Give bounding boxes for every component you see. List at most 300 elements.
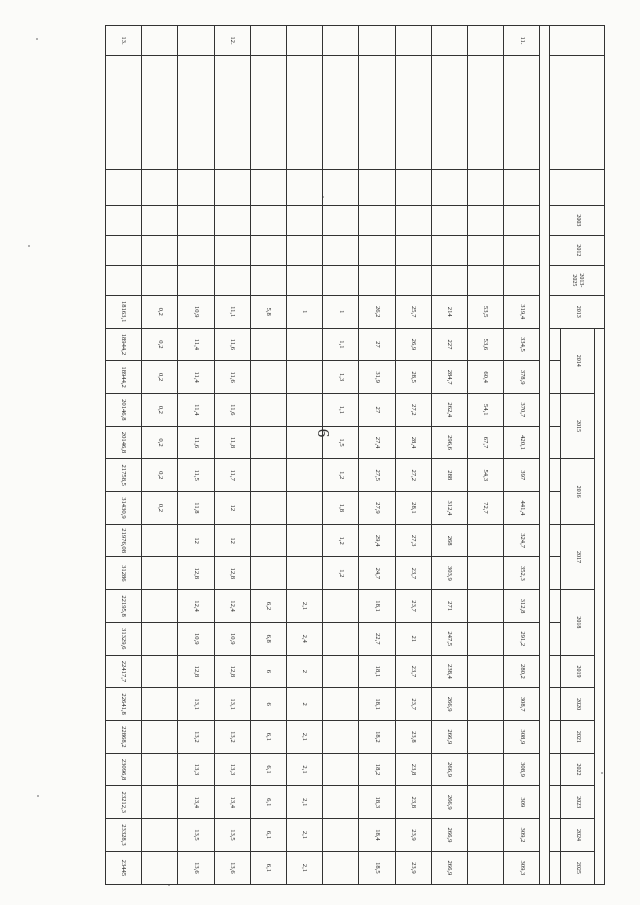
plan-value-cell	[467, 753, 503, 786]
fact-value-cell: 247,5	[431, 622, 467, 655]
plan-header	[550, 786, 560, 819]
empty-cell	[431, 205, 467, 235]
plan-value-cell: 13,1	[178, 688, 214, 721]
unit-cell	[431, 170, 467, 205]
fact-value-cell: 291,2	[504, 622, 540, 655]
plan-value-cell	[467, 524, 503, 557]
empty-cell	[106, 265, 142, 295]
plan-value-cell: 27	[359, 393, 395, 426]
fact-value-cell: 303,9	[431, 557, 467, 590]
fact-value-cell	[467, 622, 503, 655]
fact-value-cell: 11,4	[178, 361, 214, 394]
plan-value-cell: 2,1	[287, 786, 323, 819]
plan-value-cell: 27	[359, 328, 395, 361]
row-number-cell: 13.	[106, 26, 142, 56]
unit-cell	[250, 170, 286, 205]
unit-cell	[395, 170, 431, 205]
plan-value-cell: 12	[178, 524, 214, 557]
empty-cell	[287, 235, 323, 265]
plan-value-cell: 22641,8	[106, 688, 142, 721]
fact-value-cell: 12,8	[178, 557, 214, 590]
row-number-cell	[323, 26, 359, 56]
plan-value-cell: 13,5	[178, 819, 214, 852]
fact-value-cell: 31,9	[359, 361, 395, 394]
plan-value-cell: 23,8	[395, 753, 431, 786]
plan-value-cell	[142, 753, 178, 786]
plan-value-cell: 0,2	[142, 393, 178, 426]
table-row	[323, 26, 359, 885]
plan-value-cell: 11,6	[214, 393, 250, 426]
indicators-table	[105, 25, 605, 885]
row-number-cell	[395, 26, 431, 56]
plan-value-cell	[323, 819, 359, 852]
fact-header	[550, 361, 560, 394]
plan-value-cell: 27,5	[359, 459, 395, 492]
plan-value-cell: 26,9	[395, 328, 431, 361]
plan-value-cell	[467, 786, 503, 819]
empty-cell	[142, 205, 178, 235]
fact-value-cell	[142, 557, 178, 590]
plan-value-cell: 13,4	[178, 786, 214, 819]
plan-value-cell: 266,9	[431, 721, 467, 754]
value-2013-cell: 0,2	[142, 295, 178, 328]
plan-value-cell: 6	[250, 655, 286, 688]
plan-value-cell	[250, 393, 286, 426]
plan-value-cell	[467, 688, 503, 721]
plan-value-cell: 6	[250, 688, 286, 721]
empty-cell	[359, 205, 395, 235]
plan-value-cell: 2	[287, 688, 323, 721]
indicator-label-cell	[395, 55, 431, 169]
value-2013-cell: 214	[431, 295, 467, 328]
value-2013-cell: 26,2	[359, 295, 395, 328]
unit-cell	[178, 170, 214, 205]
plan-value-cell: 13,3	[178, 753, 214, 786]
fact-header	[550, 557, 560, 590]
table-row	[431, 26, 467, 885]
row-number-cell	[250, 26, 286, 56]
empty-cell	[214, 205, 250, 235]
fact-value-cell	[250, 361, 286, 394]
fact-value-cell: 27,9	[359, 492, 395, 525]
plan-value-cell: 18,4	[359, 819, 395, 852]
plan-value-cell: 266,9	[431, 753, 467, 786]
fact-value-cell	[250, 426, 286, 459]
plan-value-cell: 11,7	[214, 459, 250, 492]
indicator-label-cell	[431, 55, 467, 169]
fact-value-cell: 31329,6	[106, 622, 142, 655]
fact-value-cell: 10,9	[214, 622, 250, 655]
fact-value-cell: 0,2	[142, 492, 178, 525]
plan-value-cell: 27,2	[395, 393, 431, 426]
plan-header	[550, 459, 560, 492]
plan-value-cell: 13,5	[214, 819, 250, 852]
plan-value-cell	[467, 819, 503, 852]
unit-cell	[214, 170, 250, 205]
row-number-cell	[359, 26, 395, 56]
plan-value-cell: 6,1	[250, 851, 286, 884]
plan-value-cell: 268	[431, 524, 467, 557]
fact-value-cell: 22,7	[359, 622, 395, 655]
plan-value-cell: 12,4	[214, 590, 250, 623]
year-header: 2014	[560, 328, 594, 393]
plan-value-cell: 11,4	[178, 328, 214, 361]
row-number-cell	[142, 26, 178, 56]
plan-value-cell: 2,1	[287, 721, 323, 754]
scan-dot	[28, 245, 30, 247]
table-row	[287, 26, 323, 885]
empty-cell	[178, 235, 214, 265]
plan-value-cell	[467, 851, 503, 884]
fact-value-cell: 420,1	[504, 426, 540, 459]
year-header: 2019	[560, 655, 594, 688]
year-header: 2020	[560, 688, 594, 721]
fact-value-cell: 12,8	[214, 557, 250, 590]
plan-header	[550, 851, 560, 884]
empty-cell	[323, 265, 359, 295]
plan-value-cell: 54,1	[467, 393, 503, 426]
plan-value-cell: 309,2	[504, 819, 540, 852]
plan-value-cell: 2,1	[287, 590, 323, 623]
indicator-label-cell	[142, 55, 178, 169]
indicator-label-cell	[287, 55, 323, 169]
empty-cell	[431, 265, 467, 295]
fact-value-cell: 6,8	[250, 622, 286, 655]
unit-cell	[323, 170, 359, 205]
value-2013-cell: 18163,1	[106, 295, 142, 328]
plan-value-cell	[250, 328, 286, 361]
fact-value-cell: 11,8	[178, 492, 214, 525]
table-body	[106, 26, 540, 885]
indicator-label-cell	[214, 55, 250, 169]
plan-value-cell	[287, 393, 323, 426]
fact-value-cell: 28,5	[395, 361, 431, 394]
indicator-label-cell	[250, 55, 286, 169]
empty-cell	[106, 235, 142, 265]
empty-cell	[467, 235, 503, 265]
plan-value-cell: 0,2	[142, 459, 178, 492]
plan-header	[550, 688, 560, 721]
plan-header	[550, 655, 560, 688]
col-2012-header: 2012	[550, 235, 605, 265]
plan-value-cell: 12	[214, 524, 250, 557]
indicator-label-cell	[106, 55, 142, 169]
plan-value-cell: 21976,08	[106, 524, 142, 557]
empty-cell	[214, 235, 250, 265]
fact-value-cell: 284,7	[431, 361, 467, 394]
fact-value-cell: 0,2	[142, 426, 178, 459]
empty-cell	[106, 205, 142, 235]
col-2003-header: 2003	[550, 205, 605, 235]
empty-cell	[287, 265, 323, 295]
value-2013-cell: 53,5	[467, 295, 503, 328]
empty-cell	[395, 235, 431, 265]
row-number-cell	[467, 26, 503, 56]
col-2013-2025-header: 2013-2025	[550, 265, 605, 295]
plan-value-cell: 13,6	[178, 851, 214, 884]
plan-value-cell: 11,4	[178, 393, 214, 426]
plan-value-cell	[287, 459, 323, 492]
plan-value-cell: 308,9	[504, 721, 540, 754]
col-indicator-header	[550, 55, 605, 169]
page-number: 6	[314, 428, 333, 438]
fact-value-cell	[287, 492, 323, 525]
plan-value-cell: 2,1	[287, 819, 323, 852]
fact-value-cell: 12	[214, 492, 250, 525]
fact-value-cell: 1,5	[323, 426, 359, 459]
value-2013-cell: 25,7	[395, 295, 431, 328]
empty-cell	[467, 205, 503, 235]
plan-value-cell: 18,2	[359, 753, 395, 786]
fact-value-cell: 24,7	[359, 557, 395, 590]
plan-value-cell: 262,4	[431, 393, 467, 426]
plan-value-cell: 23,8	[395, 786, 431, 819]
fact-value-cell: 11,6	[178, 426, 214, 459]
year-header: 2023	[560, 786, 594, 819]
plan-header	[550, 393, 560, 426]
fact-value-cell: 0,2	[142, 361, 178, 394]
unit-cell	[504, 170, 540, 205]
value-2013-cell: 5,8	[250, 295, 286, 328]
subprogram-row	[540, 26, 550, 885]
plan-value-cell: 0,2	[142, 328, 178, 361]
plan-value-cell: 309	[504, 786, 540, 819]
plan-value-cell: 6,1	[250, 721, 286, 754]
plan-value-cell: 23212,3	[106, 786, 142, 819]
plan-value-cell	[467, 590, 503, 623]
indicator-label-cell	[359, 55, 395, 169]
year-header: 2017	[560, 524, 594, 589]
row-number-cell: 12.	[214, 26, 250, 56]
empty-cell	[178, 205, 214, 235]
fact-value-cell: 11,6	[214, 361, 250, 394]
rotated-table-wrapper	[105, 25, 605, 885]
fact-value-cell: 21	[395, 622, 431, 655]
fact-value-cell	[467, 557, 503, 590]
plan-value-cell: 18,5	[359, 851, 395, 884]
empty-cell	[504, 205, 540, 235]
scan-dot	[36, 38, 38, 40]
col-2013-header: 2013	[550, 295, 605, 328]
unit-cell	[142, 170, 178, 205]
plan-value-cell	[323, 590, 359, 623]
plan-value-cell: 29,4	[359, 524, 395, 557]
empty-cell	[287, 205, 323, 235]
table-row	[504, 26, 540, 885]
plan-value-cell: 334,5	[504, 328, 540, 361]
row-number-cell	[287, 26, 323, 56]
col-num-header	[550, 26, 605, 56]
plan-value-cell	[250, 459, 286, 492]
fact-value-cell: 23,7	[395, 557, 431, 590]
incl-header	[594, 328, 604, 884]
year-header: 2022	[560, 753, 594, 786]
plan-value-cell: 23,7	[395, 688, 431, 721]
empty-cell	[395, 205, 431, 235]
plan-value-cell: 18,2	[359, 721, 395, 754]
plan-value-cell: 23,9	[395, 819, 431, 852]
year-header: 2015	[560, 393, 594, 458]
plan-value-cell: 288	[431, 459, 467, 492]
table-row	[178, 26, 214, 885]
fact-value-cell: 18944,2	[106, 361, 142, 394]
plan-value-cell: 53,6	[467, 328, 503, 361]
plan-value-cell: 271	[431, 590, 467, 623]
year-header: 2021	[560, 721, 594, 754]
fact-value-cell: 10,9	[178, 622, 214, 655]
plan-value-cell: 370,7	[504, 393, 540, 426]
empty-cell	[504, 265, 540, 295]
plan-value-cell	[142, 590, 178, 623]
fact-value-cell	[287, 426, 323, 459]
fact-header	[550, 492, 560, 525]
plan-value-cell	[467, 721, 503, 754]
fact-value-cell: 60,4	[467, 361, 503, 394]
plan-value-cell: 23,9	[395, 851, 431, 884]
plan-value-cell: 18,1	[359, 688, 395, 721]
plan-value-cell: 22195,8	[106, 590, 142, 623]
empty-cell	[359, 235, 395, 265]
plan-value-cell: 13,3	[214, 753, 250, 786]
plan-value-cell: 266,9	[431, 786, 467, 819]
fact-value-cell: 31430,9	[106, 492, 142, 525]
fact-value-cell: 2,4	[287, 622, 323, 655]
plan-header	[550, 721, 560, 754]
plan-value-cell: 22417,7	[106, 655, 142, 688]
value-2013-cell: 1	[287, 295, 323, 328]
plan-value-cell: 266,9	[431, 688, 467, 721]
fact-value-cell: 441,4	[504, 492, 540, 525]
empty-cell	[504, 235, 540, 265]
table-row	[106, 26, 142, 885]
year-header: 2024	[560, 819, 594, 852]
plan-value-cell: 6,1	[250, 753, 286, 786]
plan-value-cell: 2,1	[287, 851, 323, 884]
year-header: 2025	[560, 851, 594, 884]
plan-value-cell: 2	[287, 655, 323, 688]
value-2013-cell: 319,4	[504, 295, 540, 328]
plan-value-cell: 266,9	[431, 851, 467, 884]
row-number-cell: 11.	[504, 26, 540, 56]
empty-cell	[214, 265, 250, 295]
plan-value-cell: 27,3	[395, 524, 431, 557]
fact-value-cell	[287, 361, 323, 394]
empty-cell	[250, 205, 286, 235]
fact-value-cell	[287, 557, 323, 590]
fact-value-cell	[250, 557, 286, 590]
plan-value-cell: 23096,8	[106, 753, 142, 786]
plan-value-cell: 397	[504, 459, 540, 492]
plan-value-cell	[323, 851, 359, 884]
fact-value-cell: 11,8	[214, 426, 250, 459]
fact-value-cell: 27,4	[359, 426, 395, 459]
plan-value-cell: 18944,2	[106, 328, 142, 361]
empty-cell	[323, 235, 359, 265]
plan-header	[550, 819, 560, 852]
plan-value-cell: 13,2	[214, 721, 250, 754]
fact-value-cell	[250, 492, 286, 525]
fact-value-cell: 1,3	[323, 361, 359, 394]
plan-value-cell	[323, 786, 359, 819]
table-row	[467, 26, 503, 885]
plan-value-cell: 21758,5	[106, 459, 142, 492]
indicator-label-cell	[323, 55, 359, 169]
year-header: 2016	[560, 459, 594, 524]
subprogram-title	[540, 26, 550, 885]
plan-value-cell: 23,7	[395, 655, 431, 688]
plan-value-cell: 227	[431, 328, 467, 361]
fact-value-cell: 352,3	[504, 557, 540, 590]
plan-value-cell: 13,6	[214, 851, 250, 884]
plan-value-cell	[287, 524, 323, 557]
plan-value-cell: 324,7	[504, 524, 540, 557]
row-number-cell	[178, 26, 214, 56]
plan-value-cell	[142, 721, 178, 754]
plan-value-cell	[323, 688, 359, 721]
fact-value-cell: 31286	[106, 557, 142, 590]
empty-cell	[142, 235, 178, 265]
fact-value-cell: 1,8	[323, 492, 359, 525]
fact-value-cell: 28,4	[395, 426, 431, 459]
plan-value-cell: 27,2	[395, 459, 431, 492]
unit-cell	[359, 170, 395, 205]
plan-value-cell	[142, 819, 178, 852]
plan-value-cell: 1,1	[323, 328, 359, 361]
plan-value-cell: 6,1	[250, 786, 286, 819]
plan-value-cell	[250, 524, 286, 557]
plan-value-cell: 1,1	[323, 393, 359, 426]
plan-value-cell: 238,4	[431, 655, 467, 688]
year-header: 2018	[560, 590, 594, 655]
plan-header	[550, 590, 560, 623]
plan-value-cell	[142, 655, 178, 688]
plan-value-cell: 20146,8	[106, 393, 142, 426]
indicator-label-cell	[178, 55, 214, 169]
table-row	[395, 26, 431, 885]
unit-cell	[106, 170, 142, 205]
plan-value-cell: 18,1	[359, 655, 395, 688]
plan-value-cell	[323, 753, 359, 786]
plan-value-cell: 54,3	[467, 459, 503, 492]
plan-value-cell: 12,8	[214, 655, 250, 688]
plan-value-cell	[287, 328, 323, 361]
plan-value-cell: 1,2	[323, 524, 359, 557]
plan-value-cell: 309,3	[504, 851, 540, 884]
plan-value-cell: 23,7	[395, 590, 431, 623]
row-number-cell	[431, 26, 467, 56]
value-2013-cell: 11,1	[214, 295, 250, 328]
fact-value-cell: 312,4	[431, 492, 467, 525]
empty-cell	[395, 265, 431, 295]
empty-cell	[142, 265, 178, 295]
plan-value-cell	[142, 524, 178, 557]
plan-value-cell: 13,4	[214, 786, 250, 819]
empty-cell	[359, 265, 395, 295]
scan-dot	[37, 795, 39, 797]
fact-value-cell: 20146,8	[106, 426, 142, 459]
fact-header	[550, 622, 560, 655]
plan-value-cell	[142, 688, 178, 721]
value-2013-cell: 10,9	[178, 295, 214, 328]
fact-value-cell	[142, 622, 178, 655]
indicator-label-cell	[467, 55, 503, 169]
empty-cell	[467, 265, 503, 295]
col-unit-header	[550, 170, 605, 205]
plan-value-cell: 23,8	[395, 721, 431, 754]
plan-value-cell: 6,2	[250, 590, 286, 623]
plan-value-cell: 312,8	[504, 590, 540, 623]
plan-value-cell	[323, 655, 359, 688]
